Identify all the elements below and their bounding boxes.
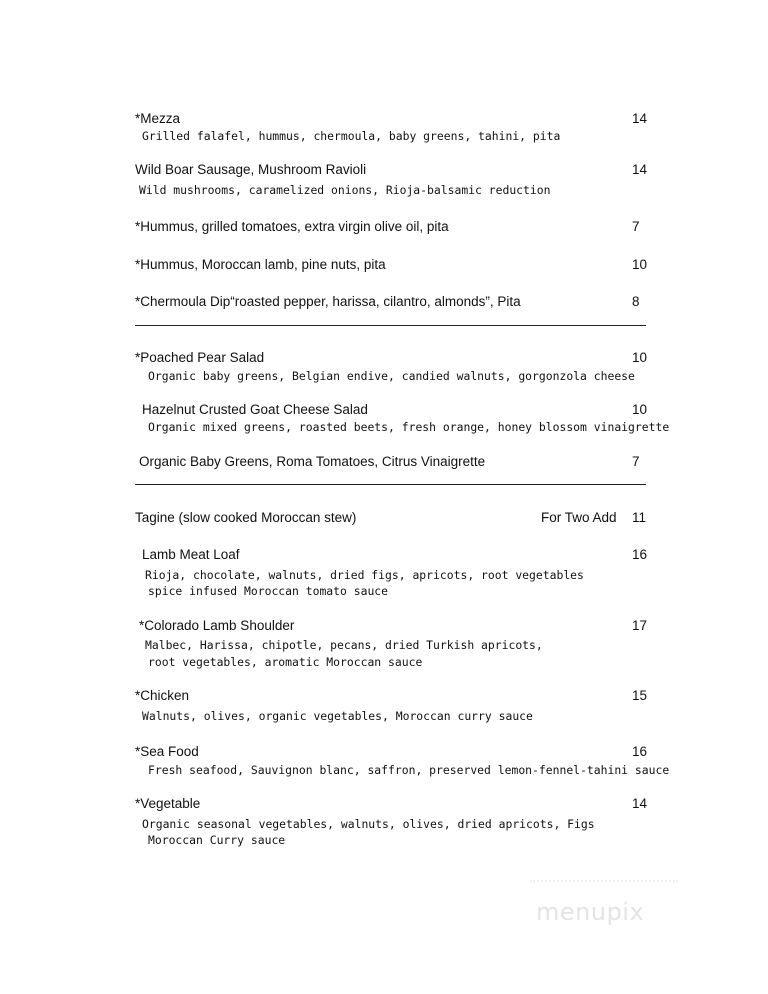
item-name-pear: *Poached Pear Salad bbox=[135, 350, 265, 365]
item-name-hummus-lamb: *Hummus, Moroccan lamb, pine nuts, pita bbox=[135, 257, 386, 272]
item-price-hummus-lamb: 10 bbox=[632, 257, 648, 272]
item-desc-pear: Organic baby greens, Belgian endive, candied walnuts, gorgonzola cheese bbox=[148, 369, 635, 383]
item-desc-shoulder: root vegetables, aromatic Moroccan sauce bbox=[148, 655, 423, 669]
item-name-baby-greens: Organic Baby Greens, Roma Tomatoes, Citrus Vinaigrette bbox=[139, 454, 486, 469]
item-price-vegetable: 14 bbox=[632, 796, 648, 811]
section-divider bbox=[135, 325, 646, 326]
item-price-boar: 14 bbox=[632, 162, 648, 177]
item-desc-boar: Wild mushrooms, caramelized onions, Rioja-balsamic reduction bbox=[139, 183, 551, 197]
item-name-boar: Wild Boar Sausage, Mushroom Ravioli bbox=[135, 162, 367, 177]
item-name-shoulder: *Colorado Lamb Shoulder bbox=[139, 618, 295, 633]
item-extra-tagine: For Two Add bbox=[541, 510, 617, 525]
item-price-tagine: 11 bbox=[632, 510, 647, 525]
item-name-chicken: *Chicken bbox=[135, 688, 190, 703]
section-divider bbox=[135, 484, 646, 485]
item-desc-vegetable: Moroccan Curry sauce bbox=[148, 833, 286, 847]
item-name-vegetable: *Vegetable bbox=[135, 796, 201, 811]
item-desc-vegetable: Organic seasonal vegetables, walnuts, olives, dried apricots, Figs bbox=[142, 817, 595, 831]
item-price-meatloaf: 16 bbox=[632, 547, 648, 562]
item-desc-meatloaf: Rioja, chocolate, walnuts, dried figs, apricots, root vegetables bbox=[145, 568, 584, 582]
item-price-mezza: 14 bbox=[632, 111, 648, 126]
item-name-seafood: *Sea Food bbox=[135, 744, 199, 759]
item-price-chermoula: 8 bbox=[632, 294, 640, 309]
item-price-shoulder: 17 bbox=[632, 618, 648, 633]
item-desc-seafood: Fresh seafood, Sauvignon blanc, saffron, preserved lemon-fennel-tahini sauce bbox=[148, 763, 670, 777]
item-name-tagine: Tagine (slow cooked Moroccan stew) bbox=[135, 510, 357, 525]
item-price-chicken: 15 bbox=[632, 688, 648, 703]
item-price-hazelnut: 10 bbox=[632, 402, 648, 417]
item-desc-mezza: Grilled falafel, hummus, chermoula, baby greens, tahini, pita bbox=[142, 129, 561, 143]
item-desc-hazelnut: Organic mixed greens, roasted beets, fresh orange, honey blossom vinaigrette bbox=[148, 420, 670, 434]
item-name-chermoula: *Chermoula Dip“roasted pepper, harissa, cilantro, almonds”, Pita bbox=[135, 294, 521, 309]
item-name-mezza: *Mezza bbox=[135, 111, 181, 126]
item-name-hummus-tomato: *Hummus, grilled tomatoes, extra virgin olive oil, pita bbox=[135, 219, 449, 234]
item-price-baby-greens: 7 bbox=[632, 454, 640, 469]
item-price-pear: 10 bbox=[632, 350, 648, 365]
item-desc-meatloaf: spice infused Moroccan tomato sauce bbox=[148, 584, 389, 598]
watermark-decoration bbox=[530, 880, 678, 888]
watermark-logo: menupix bbox=[536, 898, 645, 926]
item-price-seafood: 16 bbox=[632, 744, 648, 759]
item-name-meatloaf: Lamb Meat Loaf bbox=[142, 547, 240, 562]
item-price-hummus-tomato: 7 bbox=[632, 219, 640, 234]
item-desc-chicken: Walnuts, olives, organic vegetables, Moroccan curry sauce bbox=[142, 709, 533, 723]
item-name-hazelnut: Hazelnut Crusted Goat Cheese Salad bbox=[142, 402, 368, 417]
item-desc-shoulder: Malbec, Harissa, chipotle, pecans, dried Turkish apricots, bbox=[145, 638, 543, 652]
